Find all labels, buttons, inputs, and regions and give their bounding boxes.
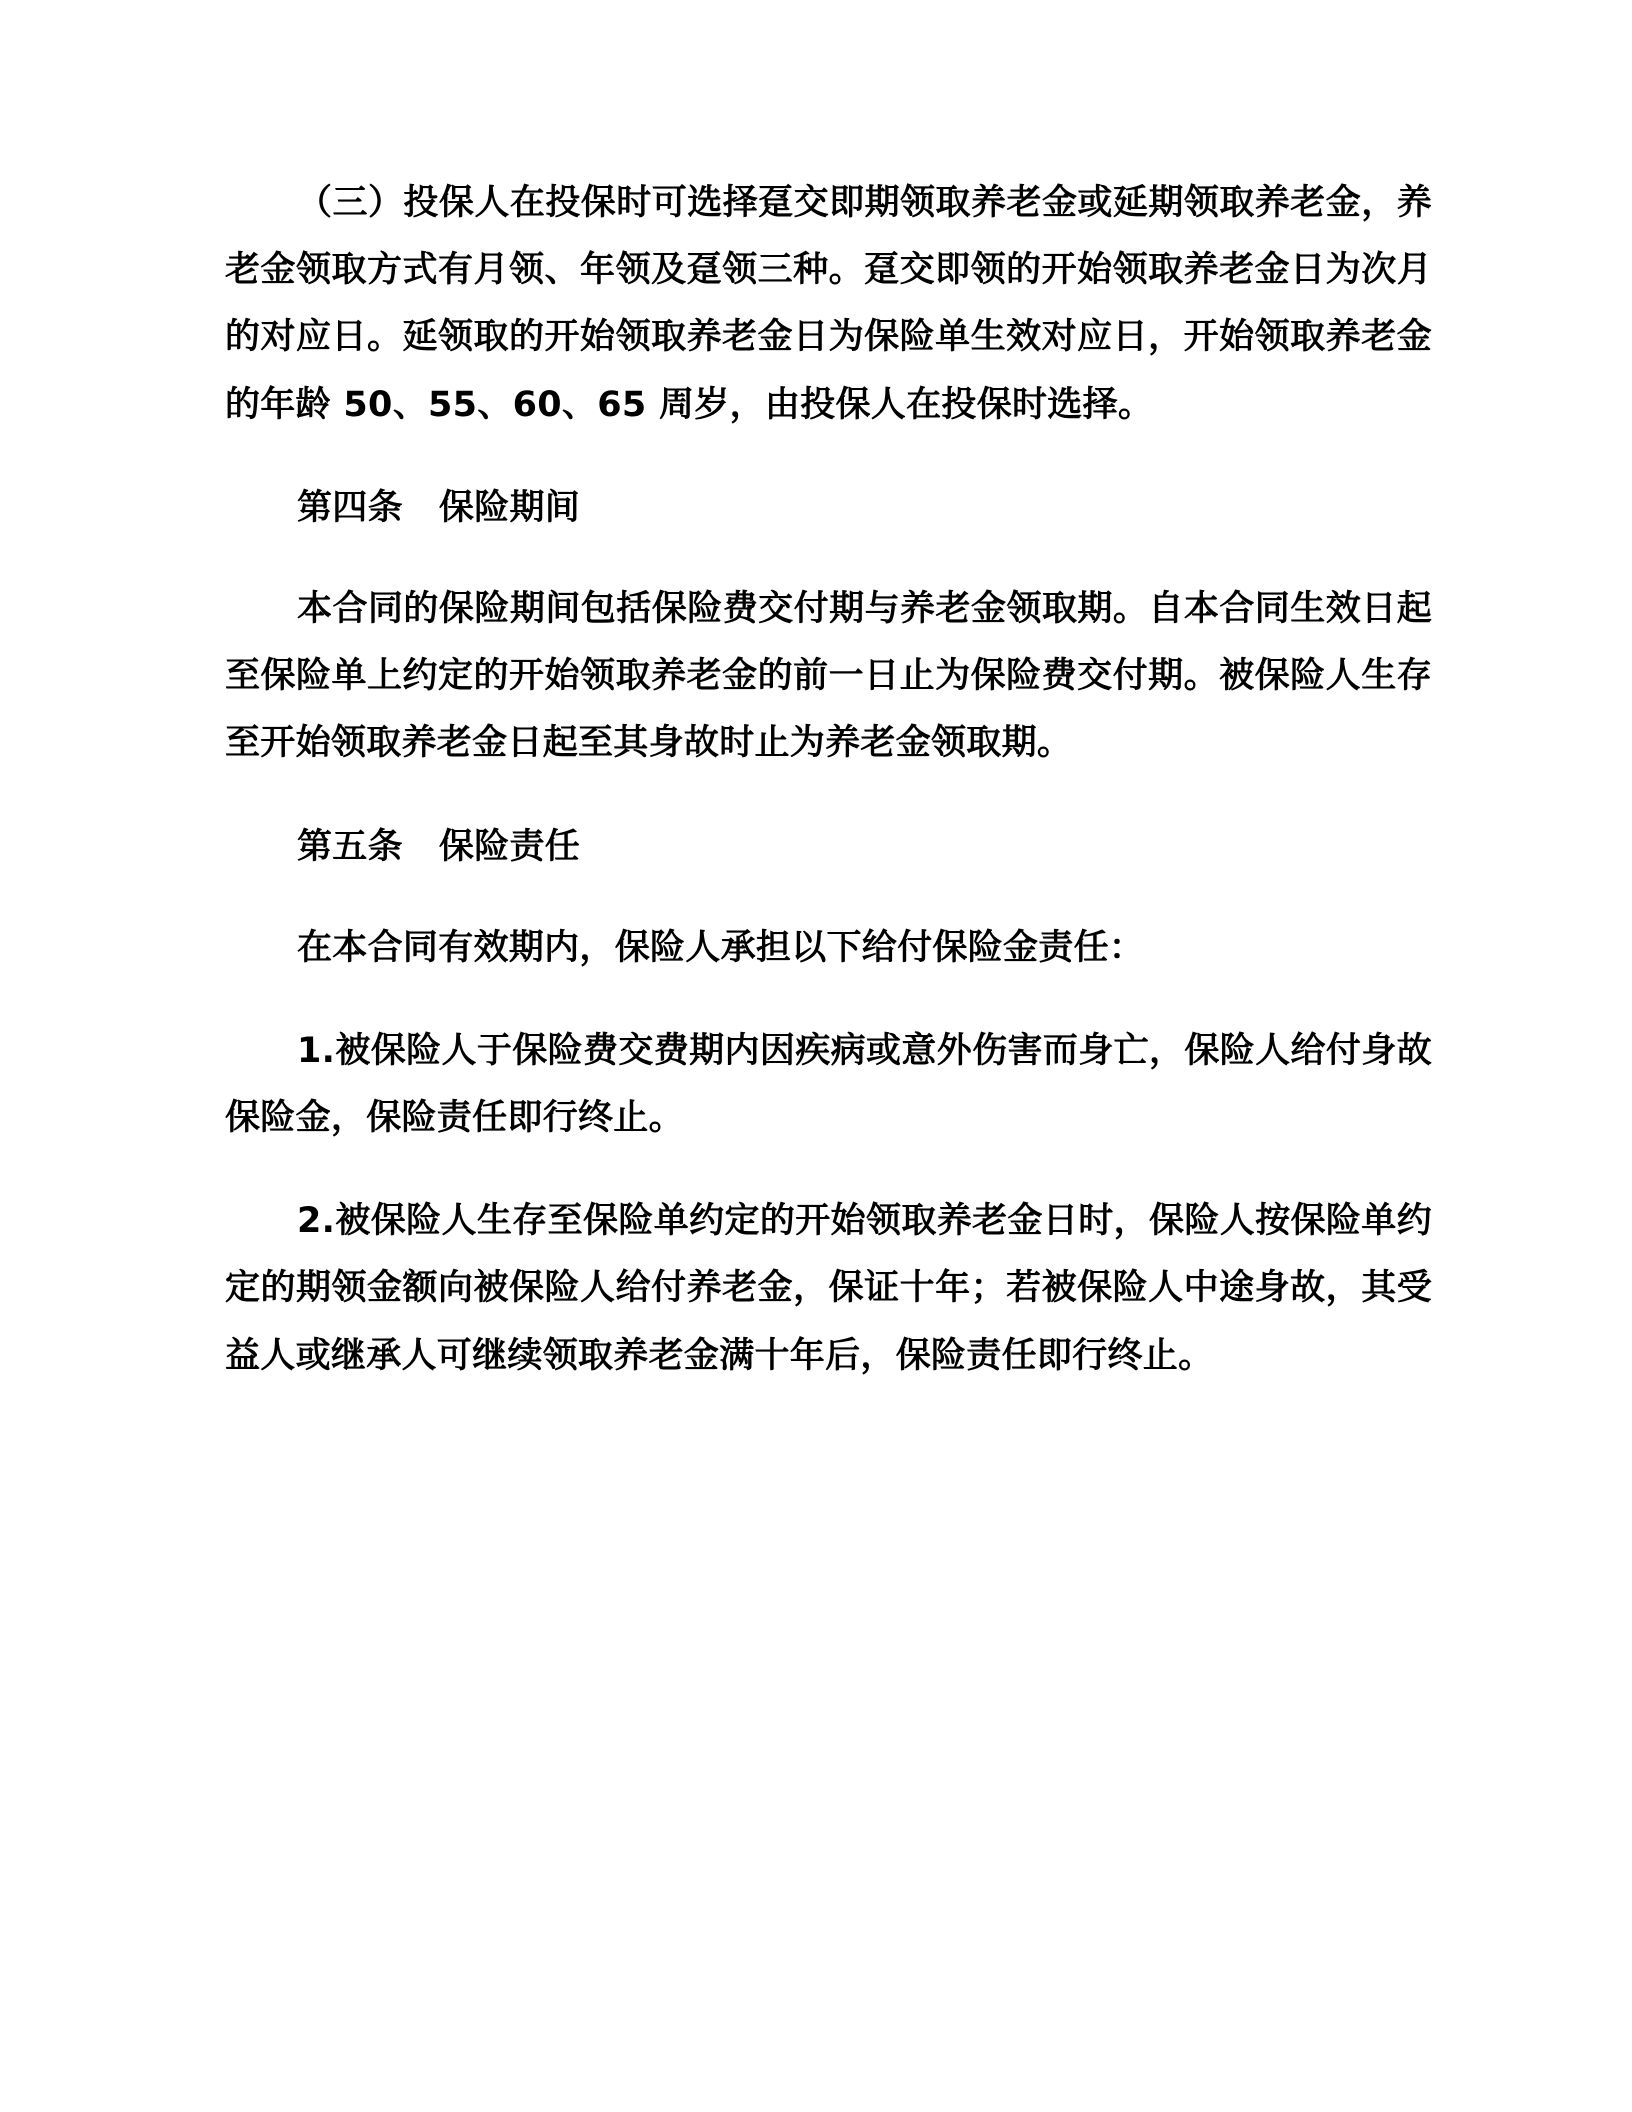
spacer (225, 800, 1432, 814)
paragraph-article-five-item-1: 1.被保险人于保险费交费期内因疾病或意外伤害而身亡，保险人给付身故保险金，保险责任即行终止。 (225, 1030, 1432, 1139)
spacer (225, 461, 1432, 475)
paragraph-article-five-item-2: 2.被保险人生存至保险单约定的开始领取养老金日时，保险人按保险单约定的期领金额向被保险人给付养老金，保证十年；若被保险人中途身故，其受益人或继承人可继续领取养老金满十年后，保险责任即行终止。 (225, 1201, 1432, 1376)
heading-article-five (225, 814, 1432, 881)
heading-article-five-title: 保险责任 (438, 826, 581, 867)
heading-article-four-title: 保险期间 (438, 487, 581, 528)
heading-article-four-number: 第四条 (297, 487, 403, 528)
paragraph-article-five-intro: 在本合同有效期内，保险人承担以下给付保险金责任： (297, 927, 1145, 968)
spacer (225, 901, 1432, 915)
paragraph-clause-three: （三）投保人在投保时可选择趸交即期领取养老金或延期领取养老金，养老金领取方式有月领、年领及趸领三种。趸交即领的开始领取养老金日为次月的对应日。延领取的开始领取养老金日为保险单生效对应日，开始领取养老金的年龄 50、55、60、65 周岁，由投保人在投保时选择。 (225, 183, 1432, 425)
heading-article-five-number: 第五条 (297, 826, 403, 867)
heading-article-four (225, 475, 1432, 542)
paragraph-article-four-body: 本合同的保险期间包括保险费交付期与养老金领取期。自本合同生效日起至保险单上约定的开始领取养老金的前一日止为保险费交付期。被保险人生存至开始领取养老金日起至其身故时止为养老金领取期。 (225, 588, 1432, 764)
spacer (225, 562, 1432, 576)
spacer (225, 1004, 1432, 1018)
spacer (225, 1174, 1432, 1188)
